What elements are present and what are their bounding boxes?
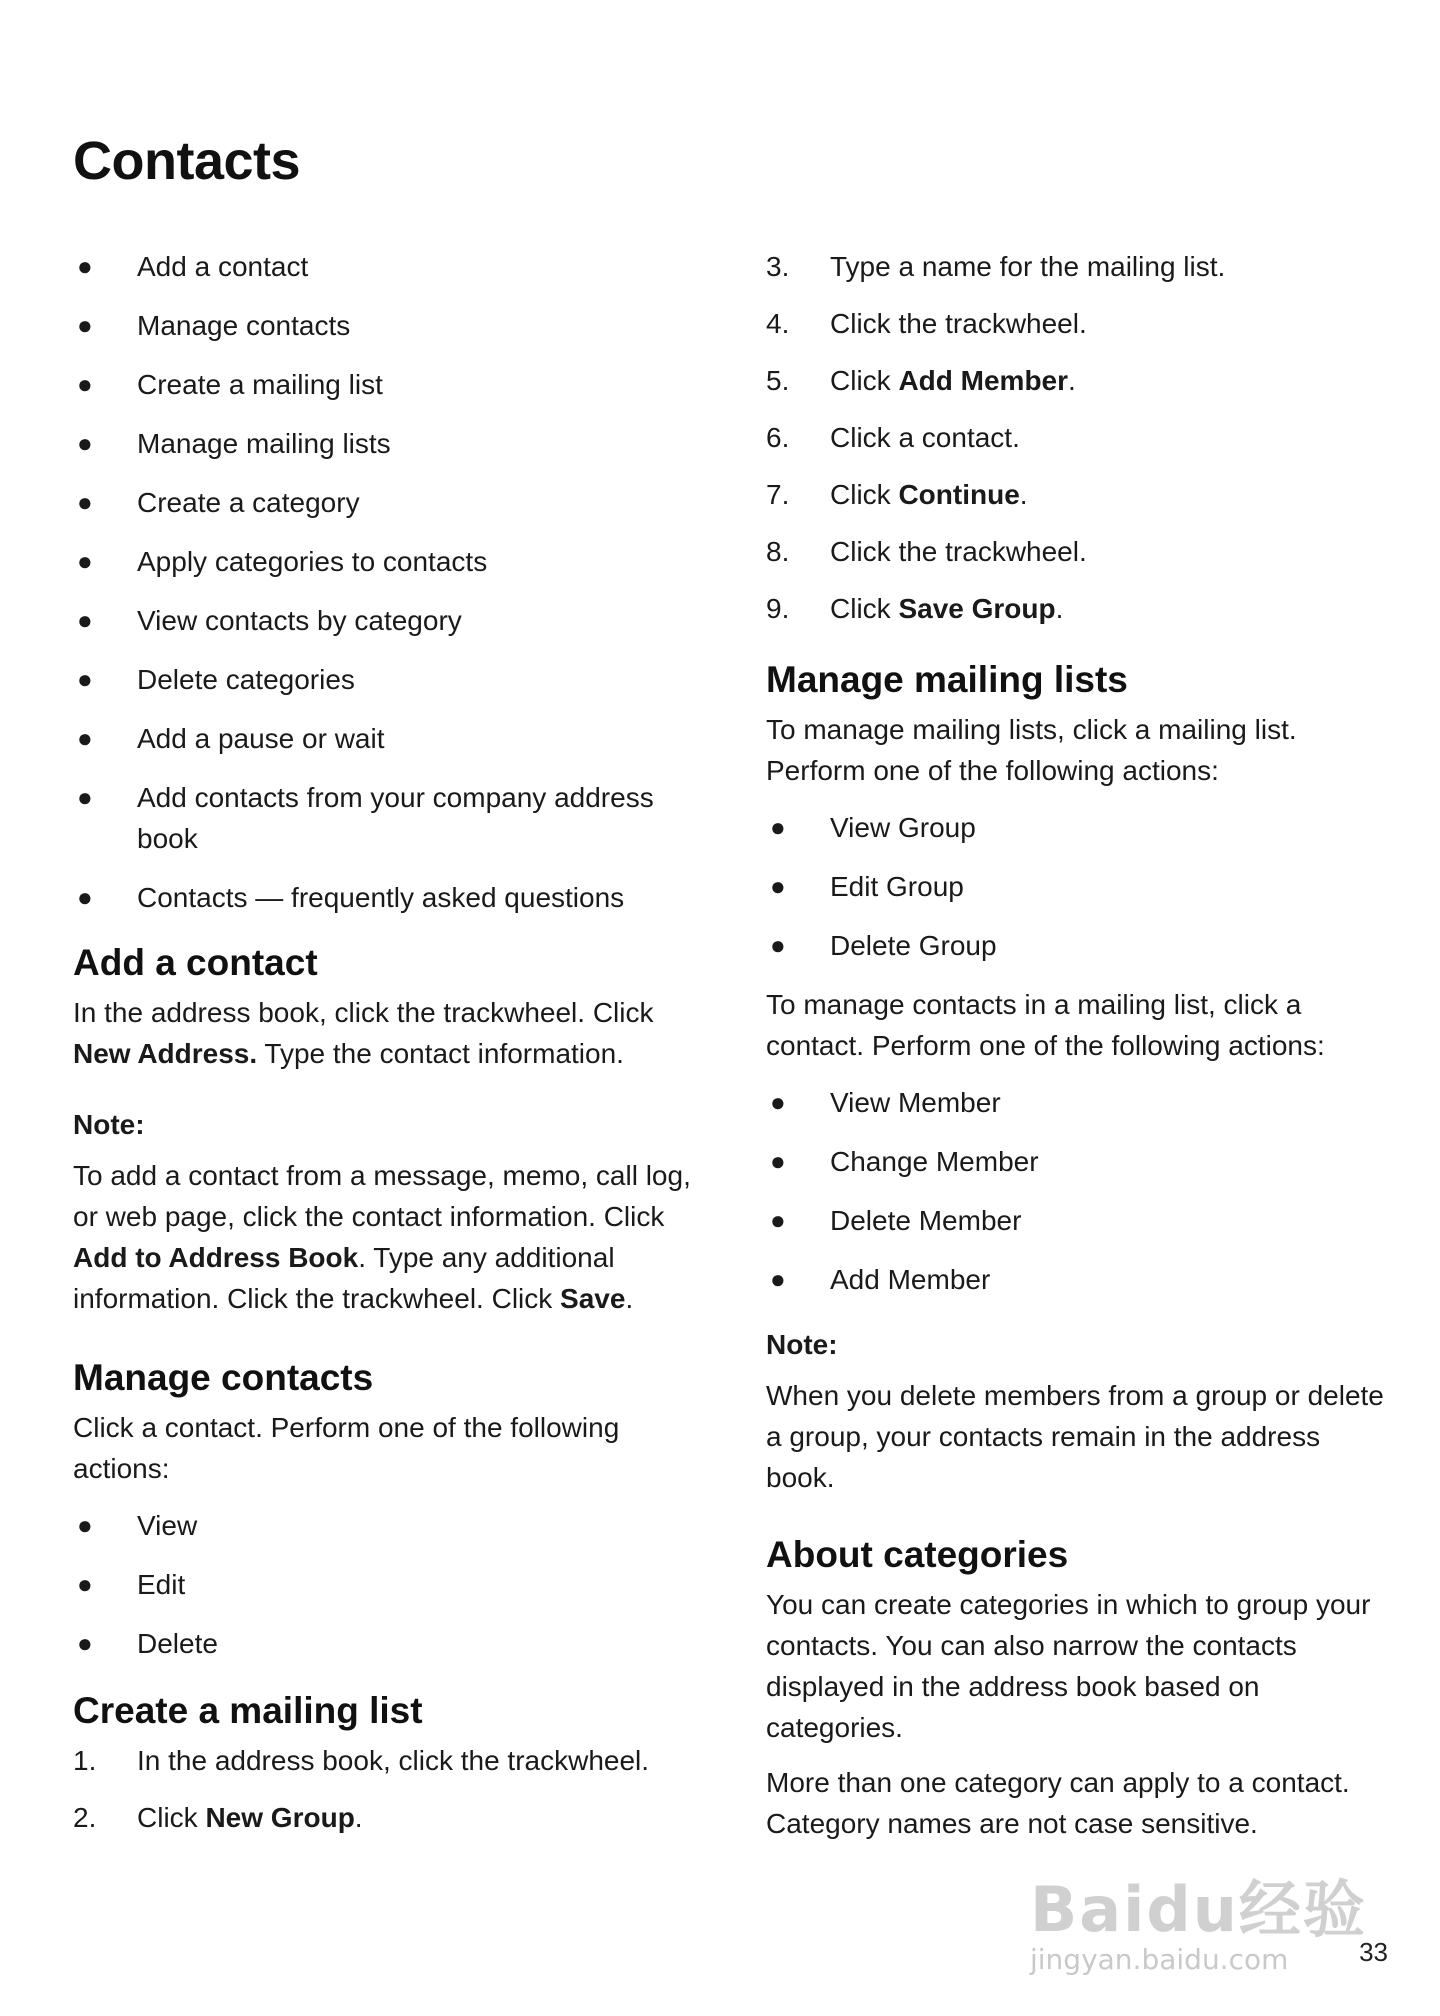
toc-item[interactable] (73, 777, 693, 859)
toc-item[interactable] (73, 600, 693, 641)
list-item: ● Delete Group (766, 925, 1396, 966)
list-item: ● Change Member (766, 1141, 1396, 1182)
toc-item-label: View contacts by category (137, 605, 462, 636)
toc-item-label: Add contacts from your company address book (137, 782, 654, 854)
watermark-url: jingyan.baidu.com (1030, 1943, 1289, 1976)
bullet-icon: ● (77, 251, 93, 281)
toc-item[interactable] (73, 541, 693, 582)
bullet-icon: ● (770, 871, 786, 901)
toc-item[interactable] (73, 659, 693, 700)
bullet-icon: ● (770, 1146, 786, 1176)
list-item: ● View (73, 1505, 693, 1546)
bullet-icon: ● (77, 1569, 93, 1599)
bullet-icon: ● (77, 546, 93, 576)
create-list-steps-a (73, 1740, 693, 1838)
step-item: 3. Type a name for the mailing list. (766, 251, 1226, 282)
add-contact-heading: Add a contact (73, 942, 318, 983)
bullet-icon: ● (77, 1510, 93, 1540)
step-item: 5. Click Add Member. (766, 365, 1076, 396)
note-label: Note: (73, 1109, 145, 1140)
manage-contacts-heading: Manage contacts (73, 1357, 374, 1398)
step-item: 9. Click Save Group. (766, 593, 1064, 624)
manage-lists-heading: Manage mailing lists (766, 659, 1128, 700)
page-number: 33 (1359, 1937, 1388, 1967)
bullet-icon: ● (770, 812, 786, 842)
toc-item[interactable] (73, 482, 693, 523)
bullet-icon: ● (77, 723, 93, 753)
right-column (766, 246, 1396, 1858)
bullet-icon: ● (77, 605, 93, 635)
toc-item[interactable] (73, 877, 693, 918)
step-item: 8. Click the trackwheel. (766, 536, 1087, 567)
list-item: ● Add Member (766, 1259, 1396, 1300)
list-item: ● View Member (766, 1082, 1396, 1123)
toc-item-label: Delete categories (137, 664, 355, 695)
toc-item-label: Create a mailing list (137, 369, 383, 400)
bullet-icon: ● (77, 310, 93, 340)
list-item: ● View Group (766, 807, 1396, 848)
manage-members-list (766, 1082, 1396, 1300)
bullet-icon: ● (77, 782, 93, 812)
manage-lists-intro: To manage mailing lists, click a mailing list. Perform one of the following actions: (766, 714, 1297, 786)
manage-lists-note: When you delete members from a group or delete a group, your contacts remain in the address book. (766, 1380, 1384, 1493)
toc-item[interactable] (73, 364, 693, 405)
list-item: ● Edit Group (766, 866, 1396, 907)
page-title: Contacts (73, 131, 301, 191)
about-categories-p2: More than one category can apply to a contact. Category names are not case sensitive. (766, 1767, 1350, 1839)
bullet-icon: ● (77, 428, 93, 458)
bullet-icon: ● (770, 1087, 786, 1117)
create-list-heading: Create a mailing list (73, 1690, 423, 1731)
toc-item[interactable] (73, 246, 693, 287)
bullet-icon: ● (770, 1264, 786, 1294)
bullet-icon: ● (77, 369, 93, 399)
manage-contacts-list (73, 1505, 693, 1664)
step-item: 1. In the address book, click the trackwheel. (73, 1745, 650, 1776)
note-label: Note: (766, 1329, 838, 1360)
about-categories-heading: About categories (766, 1534, 1069, 1575)
toc-item[interactable] (73, 423, 693, 464)
toc-item[interactable] (73, 718, 693, 759)
toc-item-label: Manage contacts (137, 310, 351, 341)
create-list-steps-b (766, 246, 1396, 629)
step-item: 7. Click Continue. (766, 479, 1028, 510)
about-categories-p1: You can create categories in which to group your contacts. You can also narrow the contacts displayed in the address book based on categories. (766, 1589, 1371, 1743)
bullet-icon: ● (77, 664, 93, 694)
bullet-icon: ● (770, 1205, 786, 1235)
list-item: ● Edit (73, 1564, 693, 1605)
step-item: 6. Click a contact. (766, 422, 1020, 453)
left-column (73, 246, 693, 1854)
list-item: ● Delete Member (766, 1200, 1396, 1241)
toc-item-label: Apply categories to contacts (137, 546, 488, 577)
manage-lists-list (766, 807, 1396, 966)
bullet-icon: ● (77, 1628, 93, 1658)
toc-item-label: Contacts — frequently asked questions (137, 882, 625, 913)
manage-members-intro: To manage contacts in a mailing list, click a contact. Perform one of the following actions: (766, 989, 1325, 1061)
step-item: 4. Click the trackwheel. (766, 308, 1087, 339)
step-item: 2. Click New Group. (73, 1802, 363, 1833)
add-contact-note: To add a contact from a message, memo, call log, or web page, click the contact information. Click Add to Address Book. Type any additional information. Click the trackwheel. Click Save. (73, 1160, 691, 1314)
bullet-icon: ● (770, 930, 786, 960)
list-item: ● Delete (73, 1623, 693, 1664)
toc-item[interactable] (73, 305, 693, 346)
manage-contacts-intro: Click a contact. Perform one of the following actions: (73, 1412, 620, 1484)
toc-item-label: Add a contact (137, 251, 309, 282)
toc-item-label: Manage mailing lists (137, 428, 391, 459)
baidu-watermark (1030, 1860, 1380, 1980)
toc-item-label: Create a category (137, 487, 360, 518)
toc-item-label: Add a pause or wait (137, 723, 385, 754)
watermark-logo: Baidu经验 (1030, 1873, 1367, 1946)
bullet-icon: ● (77, 882, 93, 912)
bullet-icon: ● (77, 487, 93, 517)
add-contact-text: In the address book, click the trackwheel. Click New Address. Type the contact information. (73, 997, 654, 1069)
toc-list (73, 246, 693, 918)
